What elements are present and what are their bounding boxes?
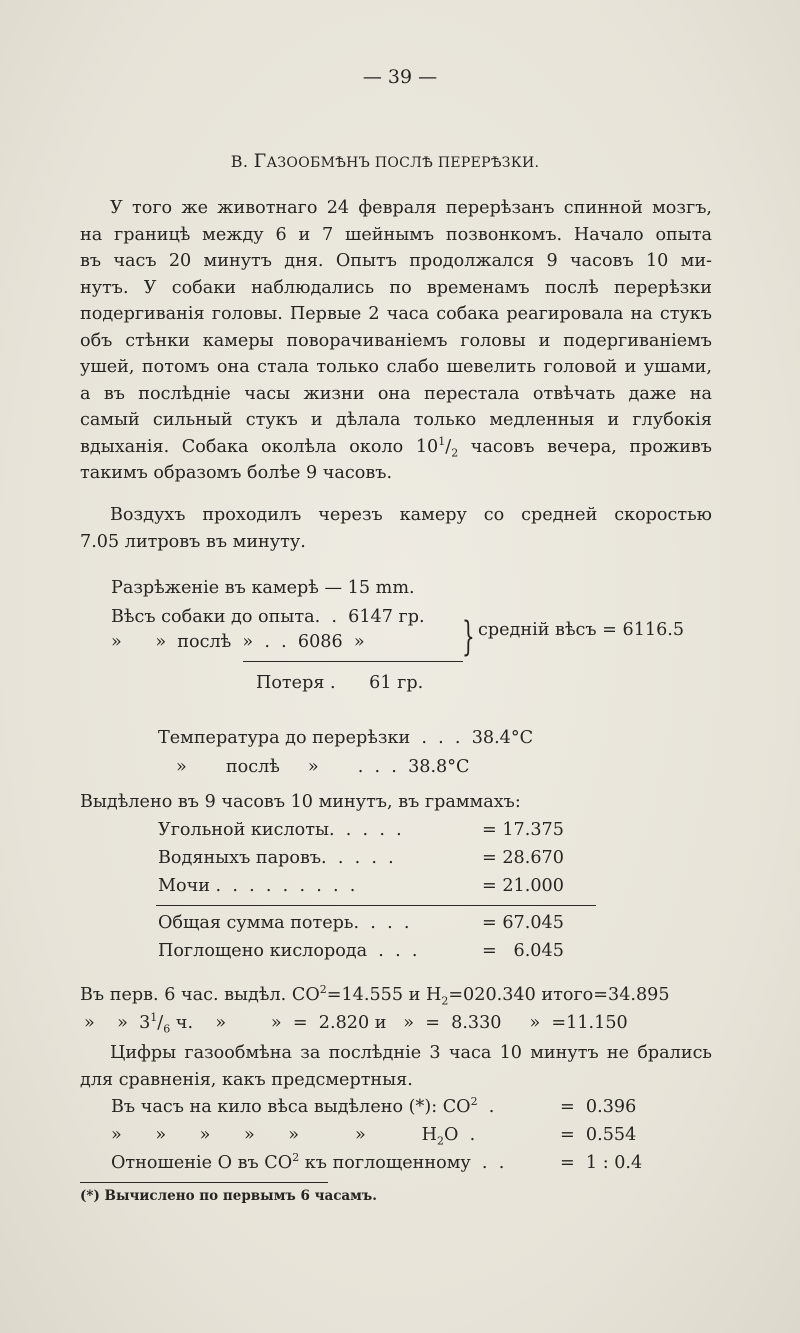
intro-paragraph [80, 195, 712, 487]
total-label: Общая сумма потерь. . . . [158, 913, 410, 933]
section-title-first: Г [253, 150, 267, 172]
total-label: Поглощено кислорода . . . [158, 941, 418, 961]
text-line: Воздухъ проходилъ черезъ камеру со средней скоростью [110, 505, 712, 525]
text-line: Цифры газообмѣна за послѣдніе 3 часа 10 минутъ не брались [110, 1043, 712, 1063]
ratio-value: = 1 : 0.4 [560, 1153, 643, 1173]
text-line: ушей, потомъ она стала только слабо шевелить головой и ушами, [80, 357, 712, 377]
text-line-start: вдыханія. Собака околѣла около 10 [80, 436, 439, 457]
text: . [477, 1097, 495, 1117]
text: О . [444, 1125, 476, 1145]
text: » » » » » » Н [111, 1125, 437, 1145]
item-value: = 21.000 [482, 876, 564, 896]
section-title [0, 150, 770, 172]
section-letter: В. [230, 152, 249, 171]
text: =020.340 итого=34.895 [448, 985, 670, 1005]
next-hours: » » $3^1/_6$ ч. » » = 2.820 и » = 8.330 » =11.150 [84, 1011, 628, 1036]
divider [243, 661, 463, 662]
item-label: Водяныхъ паровъ. . . . . [158, 848, 394, 868]
subscript: 2 [441, 994, 449, 1008]
text: » » 3 [84, 1013, 151, 1033]
first-six-hours [80, 983, 670, 1008]
text-line: для сравненія, какъ предсмертныя. [80, 1069, 413, 1090]
footnote-divider [80, 1182, 328, 1183]
subscript: 6 [163, 1022, 171, 1036]
text-line: подергиванія головы. Первые 2 часа собака реагировала на стукъ [80, 304, 712, 324]
figures-paragraph [80, 1040, 712, 1093]
text: къ поглощенному . . [299, 1153, 505, 1173]
text-line: нутъ. У собаки наблюдались по временамъ послѣ перерѣзки [80, 277, 712, 298]
footnote: (*) Вычислено по первымъ 6 часамъ. [80, 1188, 377, 1204]
ratio-line [111, 1153, 504, 1173]
text: Въ часъ на кило вѣса выдѣлено (*): СО [111, 1097, 471, 1117]
fraction-numerator: 1 [438, 434, 446, 448]
page-number: — 39 — [362, 66, 438, 88]
text: Въ перв. 6 час. выдѣл. СО [80, 985, 320, 1005]
vacuum-line: Разрѣженіе въ камерѣ — 15 mm. [111, 578, 415, 598]
text-line: а въ послѣдніе часы жизни она перестала отвѣчать даже на [80, 383, 712, 404]
temperature-before: Температура до перерѣзки . . . 38.4°С [158, 728, 534, 748]
text-line: вдыханія. Собака околѣла около $10^1/_2$ часовъ вечера, проживъ [80, 434, 712, 460]
excreted-header: Выдѣлено въ 9 часовъ 10 минутъ, въ граммахъ: [80, 792, 521, 812]
superscript: 2 [319, 983, 327, 997]
total-value: = 67.045 [482, 913, 564, 933]
subscript: 2 [437, 1134, 444, 1148]
item-label: Мочи . . . . . . . . . [158, 876, 356, 896]
weight-before: Вѣсъ собаки до опыта. . 6147 гр. [111, 607, 425, 627]
text-line: на границѣ между 6 и 7 шейнымъ позвонкомъ. Начало опыта [80, 224, 712, 245]
text: =14.555 и Н [326, 985, 442, 1005]
text-line-end: часовъ вечера, проживъ [458, 436, 712, 457]
text: Отношеніе О въ СО [111, 1153, 293, 1173]
per-kilo-h2o [111, 1125, 476, 1148]
text-line: объ стѣнки камеры поворачиваніемъ головы и подергиваніемъ [80, 330, 712, 351]
item-value: = 28.670 [482, 848, 564, 868]
item-value: = 17.375 [482, 820, 564, 840]
loss-line: Потеря . 61 гр. [256, 673, 424, 693]
section-title-rest: АЗООБМѢНЪ ПОСЛѢ ПЕРЕРѢЗКИ. [266, 155, 540, 171]
per-kilo-co2-value: = 0.396 [560, 1097, 637, 1117]
per-kilo-co2 [111, 1097, 494, 1117]
superscript: 1 [150, 1011, 158, 1025]
superscript: 2 [292, 1151, 300, 1165]
text-line: У того же животнаго 24 февраля перерѣзанъ спинной мозгъ, [110, 198, 712, 218]
item-label: Угольной кислоты. . . . . [158, 820, 402, 840]
temperature-after: » послѣ » . . . 38.8°С [176, 757, 470, 777]
average-weight: средній вѣсъ = 6116.5 [478, 620, 685, 640]
text-line: 7.05 литровъ въ минуту. [80, 531, 306, 552]
text-line: въ часъ 20 минутъ дня. Опытъ продолжался 9 часовъ 10 ми- [80, 251, 712, 271]
brace: } [462, 614, 475, 660]
weight-after: » » послѣ » . . 6086 » [111, 632, 365, 652]
total-value: = 6.045 [482, 941, 564, 961]
text: ч. » » = 2.820 и » = 8.330 » =11.150 [170, 1013, 628, 1033]
per-kilo-h2o-value: = 0.554 [560, 1125, 637, 1145]
text-line: самый сильный стукъ и дѣлала только медленныя и глубокія [80, 410, 712, 430]
air-paragraph [80, 502, 712, 555]
divider [156, 905, 596, 906]
fraction-denominator: 2 [451, 446, 459, 460]
text-line: такимъ образомъ болѣе 9 часовъ. [80, 463, 393, 483]
superscript: 2 [470, 1095, 478, 1109]
